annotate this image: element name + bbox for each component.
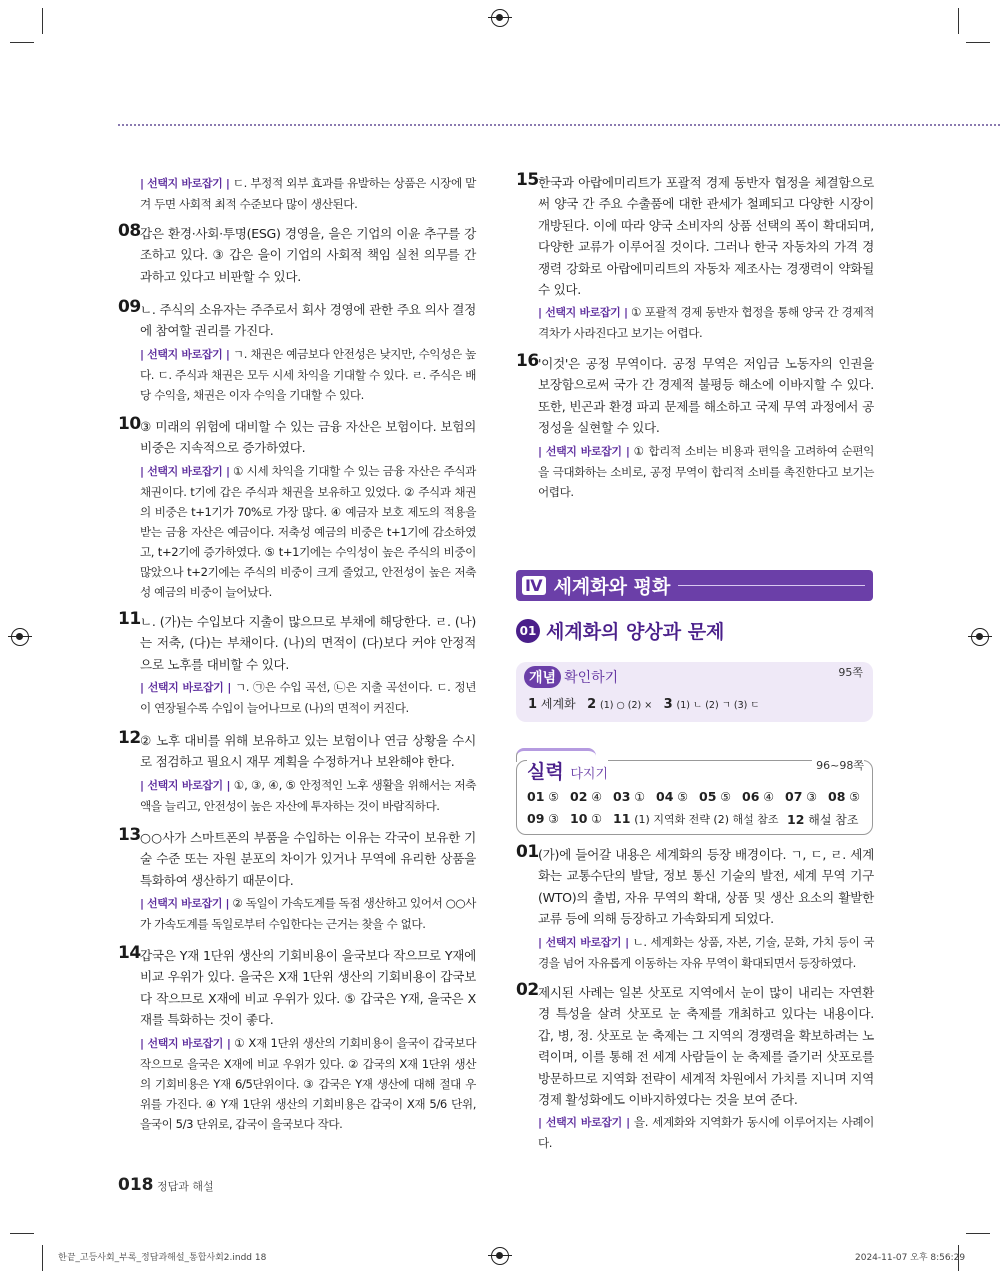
choice-fix-label: | 선택지 바로잡기 | — [140, 177, 230, 190]
skill-answer-num: 09 — [527, 811, 545, 826]
answer-number: 13 — [118, 825, 141, 845]
answer-fix-text: ①, ③, ④, ⑤ 안정적인 노후 생활을 위해서는 저축액을 늘리고, 안전성이 높은 자산에 투자하는 것이 바람직하다. — [140, 777, 477, 813]
answer-fix-text: ① 합리적 소비는 비용과 편익을 고려하여 순편익을 극대화하는 소비로, 공정 무역이 합리적 소비를 촉진한다고 보기는 어렵다. — [538, 443, 874, 499]
answer-number: 12 — [118, 728, 141, 748]
choice-fix-label: | 선택지 바로잡기 | — [140, 1036, 231, 1050]
skill-answer-item — [699, 789, 742, 804]
skill-answer-item — [785, 789, 828, 804]
skill-answer-item — [742, 789, 785, 804]
crop-mark — [10, 42, 34, 43]
registration-mark-icon — [491, 9, 509, 27]
skill-answers-row — [527, 789, 871, 804]
choice-fix-label: | 선택지 바로잡기 | — [140, 347, 230, 361]
concept-answer-num: 1 — [528, 697, 538, 712]
answer-item — [118, 299, 476, 405]
choice-fix-label: | 선택지 바로잡기 | — [538, 444, 630, 458]
footer-label: 정답과 해설 — [157, 1180, 214, 1193]
skill-answer-num: 01 — [527, 789, 545, 804]
skill-answer: ⑤ — [849, 790, 860, 804]
crop-mark — [42, 8, 43, 34]
answer-item — [516, 172, 874, 343]
unit-banner — [516, 570, 873, 601]
skill-title: 실력 — [527, 761, 564, 783]
unit-numeral: Ⅳ — [522, 576, 546, 595]
choice-fix-label: | 선택지 바로잡기 | — [140, 778, 231, 792]
answer-item — [118, 611, 476, 718]
answer-number: 16 — [516, 351, 539, 371]
answer-text: 갑은 환경·사회·투명(ESG) 경영을, 을은 기업의 이윤 추구를 강조하고 있다. ③ 갑은 을이 기업의 사회적 책임 실천 의무를 간과하고 있다고 비판할 수 있다. — [140, 226, 476, 284]
skill-answer-num: 12 — [787, 812, 805, 827]
answer-fix-text: ② 독일이 가속도계를 독점 생산하고 있어서 ○○사가 가속도계를 독일로부터 수입한다는 근거는 찾을 수 없다. — [140, 896, 476, 932]
concept-check-box — [516, 662, 873, 722]
answer-fix-text: ① X재 1단위 생산의 기회비용이 을국이 갑국보다 작으므로 을국은 X재에 비교 우위가 있다. ② 갑국의 X재 1단위 생산의 기회비용은 Y재 6/5단위이다. ③ 갑국은 Y재 생산에 대해 절대 우위를 가진다. ④ Y재 1단위 생산의 기회비용은 갑국이 X재 5/6 단위, 을국이 5/3 단위로, 갑국이 을국보다 작다. — [140, 1035, 476, 1131]
answer-text: 제시된 사례는 일본 삿포로 지역에서 눈이 많이 내리는 자연환경 특성을 살려 삿포로 눈 축제를 개최하고 있다는 내용이다. 갑, 병, 정. 삿포로 눈 축제는 그 지역의 경쟁력을 확보하려는 노력이며, 이를 통해 전 세계 사람들이 눈 축제를 즐기러 삿포로를 방문하므로 지역화 전략이 세계적 차원에서 가치를 지니며 지역 경제 활성화에도 이바지하였다는 것을 보여 준다. — [538, 985, 874, 1108]
answer-item — [516, 982, 874, 1153]
banner-rule — [678, 585, 865, 586]
answer-fix-text: ㄷ. 부정적 외부 효과를 유발하는 상품은 시장에 맡겨 두면 사회적 최적 수준보다 많이 생산된다. — [140, 176, 476, 211]
crop-mark — [958, 8, 959, 34]
skill-answer: ③ — [548, 812, 559, 826]
skill-answer-num: 04 — [656, 789, 674, 804]
answer-text: '이것'은 공정 무역이다. 공정 무역은 저임금 노동자의 인권을 보장함으로써 국가 간 경제적 불평등 해소에 이바지할 수 있다. 또한, 빈곤과 환경 파괴 문제를 해소하고 국제 무역 과정에서 공정성을 실현할 수 있다. — [538, 356, 874, 436]
skill-answer-item — [613, 789, 656, 804]
skill-answers-row — [527, 811, 877, 828]
registration-mark-icon — [491, 1247, 509, 1265]
concept-answer-num: 2 — [587, 697, 597, 712]
answer-number: 10 — [118, 414, 141, 434]
section-heading — [516, 617, 724, 644]
skill-answer-num: 02 — [570, 789, 588, 804]
skill-answer: ⑤ — [677, 790, 688, 804]
answer-text: ② 노후 대비를 위해 보유하고 있는 보험이나 연금 상황을 수시로 점검하고 필요시 재무 계획을 수정하거나 보완해야 한다. — [140, 733, 476, 770]
skill-answer-item — [570, 789, 613, 804]
choice-fix-label: | 선택지 바로잡기 | — [538, 306, 628, 320]
skill-answer-num: 11 — [613, 811, 631, 826]
skill-page-ref: 96~98쪽 — [812, 757, 864, 773]
skill-answer: ③ — [806, 790, 817, 804]
answer-item — [516, 844, 874, 973]
skill-answer-num: 07 — [785, 789, 803, 804]
skill-answer: (1) 지역화 전략 (2) 해설 참조 — [634, 813, 779, 826]
answer-item — [118, 416, 476, 602]
answer-number: 09 — [118, 297, 141, 317]
answer-item — [118, 730, 476, 816]
skill-answer-num: 08 — [828, 789, 846, 804]
answer-fix-text: 을. 세계화와 지역화가 동시에 이루어지는 사례이다. — [538, 1115, 874, 1151]
skill-answer-num: 10 — [570, 811, 588, 826]
answer-item — [118, 945, 476, 1134]
answer-text: ㄴ. 주식의 소유자는 주주로서 회사 경영에 관한 주요 의사 결정에 참여할 권리를 가진다. — [140, 302, 476, 339]
skill-answer-item — [828, 789, 871, 804]
answer-fix-text: ㄱ. ㉠은 수입 곡선, ㉡은 지출 곡선이다. ㄷ. 정년이 연장될수록 수입이 늘어나므로 (나)의 면적이 커진다. — [140, 680, 476, 716]
answer-number: 02 — [516, 980, 539, 1000]
answer-item — [118, 827, 476, 934]
skill-answer: ① — [591, 812, 602, 826]
skill-subtitle: 다지기 — [570, 767, 609, 782]
skill-answer: ④ — [763, 790, 774, 804]
crop-mark — [10, 1233, 34, 1234]
skill-answer-item — [527, 789, 570, 804]
skill-answer: ⑤ — [548, 790, 559, 804]
unit-title: 세계화와 평화 — [553, 576, 671, 598]
section-title: 세계화의 양상과 문제 — [546, 621, 725, 643]
skill-answer-num: 03 — [613, 789, 631, 804]
answer-number: 14 — [118, 943, 141, 963]
concept-pill: 개념 — [524, 666, 561, 688]
choice-fix-label: | 선택지 바로잡기 | — [140, 897, 230, 911]
choice-fix-label: | 선택지 바로잡기 | — [538, 1116, 630, 1130]
answer-fix-text: ㄴ. 세계화는 상품, 자본, 기술, 문화, 가치 등이 국경을 넘어 자유롭게 이동하는 자유 무역이 확대되면서 등장하였다. — [538, 934, 874, 970]
answer-item — [118, 171, 476, 214]
answer-number: 01 — [516, 842, 539, 862]
answer-number: 15 — [516, 170, 539, 190]
section-number: 01 — [516, 619, 540, 643]
answer-number: 08 — [118, 221, 141, 241]
registration-mark-icon — [971, 628, 989, 646]
crop-mark — [42, 1245, 43, 1271]
slug-filename: 한끝_고등사회_부록_정답과해설_통합사회2.indd 18 — [58, 1253, 267, 1263]
answer-item — [516, 353, 874, 502]
choice-fix-label: | 선택지 바로잡기 | — [140, 681, 232, 695]
concept-answer: (1) ㄴ (2) ㄱ (3) ㄷ — [676, 700, 760, 711]
registration-mark-icon — [11, 628, 29, 646]
answer-text: 갑국은 Y재 1단위 생산의 기회비용이 을국보다 작으므로 Y재에 비교 우위가 있다. 을국은 X재 1단위 생산의 기회비용이 갑국보다 작으므로 X재에 비교 우위가 있다. ⑤ 갑국은 Y재, 을국은 X재를 특화하는 것이 좋다. — [140, 948, 476, 1028]
choice-fix-label: | 선택지 바로잡기 | — [140, 464, 230, 478]
skill-answer-num: 05 — [699, 789, 717, 804]
concept-label: 확인하기 — [564, 670, 619, 686]
answer-item — [118, 223, 476, 287]
concept-answers — [528, 695, 760, 712]
page-number: 018 — [118, 1175, 154, 1195]
slug-timestamp: 2024-11-07 오후 8:56:29 — [855, 1253, 966, 1263]
answer-fix-text: ① 포괄적 경제 동반자 협정을 통해 양국 간 경제적 격차가 사라진다고 보기는 어렵다. — [538, 305, 874, 341]
answer-text: ㄴ. (가)는 수입보다 지출이 많으므로 부채에 해당한다. ㄹ. (나)는 저축, (다)는 부채이다. (나)의 면적이 (다)보다 커야 안정적으로 노후를 대비할 수 있다. — [140, 614, 476, 672]
skill-answer-item — [656, 789, 699, 804]
answer-number: 11 — [118, 609, 141, 629]
skill-answer-num: 06 — [742, 789, 760, 804]
skill-answer: ⑤ — [720, 790, 731, 804]
answer-fix-text: ① 시세 차익을 기대할 수 있는 금융 자산은 주식과 채권이다. t기에 갑은 주식과 채권을 보유하고 있었다. ② 주식과 채권의 비중은 t+1기가 70%로 가장 많다. ④ 예금자 보호 제도의 적용을 받는 금융 자산은 예금이다. 저축성 예금의 비중은 t+1기에 감소하였고, t+2기에 증가하였다. ⑤ t+1기에는 수익성이 높은 주식의 비중이 많았으나 t+2기에는 주식의 비중이 크게 줄었고, 안전성이 높은 저축성 예금의 비중이 늘어났다. — [140, 463, 476, 599]
choice-fix-label: | 선택지 바로잡기 | — [538, 935, 629, 949]
concept-page-ref: 95쪽 — [838, 666, 863, 679]
header-dotted-rule — [118, 124, 1000, 126]
crop-mark — [966, 1233, 990, 1234]
skill-answer: 해설 참조 — [808, 813, 859, 827]
skill-practice-box — [516, 760, 873, 835]
answer-text: 한국과 아랍에미리트가 포괄적 경제 동반자 협정을 체결함으로써 양국 간 주요 수출품에 대한 관세가 철폐되고 다양한 시장이 개방된다. 이에 따라 양국 소비자의 상품 선택의 폭이 확대되며, 다양한 교류가 이루어질 것이다. 그러나 한국 자동차의 가격 경쟁력 강화로 아랍에미리트의 자동차 제조사는 경쟁력이 약화될 수 있다. — [538, 175, 874, 298]
answer-text: ○○사가 스마트폰의 부품을 수입하는 이유는 각국이 보유한 기술 수준 또는 자원 분포의 차이가 있거나 무역에 유리한 상품을 특화하여 생산하기 때문이다. — [140, 830, 476, 888]
crop-mark — [966, 42, 990, 43]
concept-answer-num: 3 — [663, 697, 673, 712]
answer-fix-text: ㄱ. 채권은 예금보다 안전성은 낮지만, 수익성은 높다. ㄷ. 주식과 채권은 모두 시세 차익을 기대할 수 있다. ㄹ. 주식은 배당 수익을, 채권은 이자 수익을 기대할 수 있다. — [140, 346, 476, 402]
skill-heading — [527, 757, 608, 784]
skill-answer: ④ — [591, 790, 602, 804]
skill-answer: ① — [634, 790, 645, 804]
answer-text: (가)에 들어갈 내용은 세계화의 등장 배경이다. ㄱ, ㄷ, ㄹ. 세계화는 교통수단의 발달, 정보 통신 기술의 발전, 세계 무역 기구(WTO)의 출범, 자유 무역의 확대, 상품 및 생산 요소의 활발한 교류 등에 의해 등장하고 가속화되게 되었다. — [538, 847, 874, 927]
answer-text: ③ 미래의 위험에 대비할 수 있는 금융 자산은 보험이다. 보험의 비중은 지속적으로 증가하였다. — [140, 419, 476, 456]
concept-answer: 세계화 — [540, 697, 576, 711]
concept-answer: (1) ○ (2) × — [599, 700, 653, 711]
